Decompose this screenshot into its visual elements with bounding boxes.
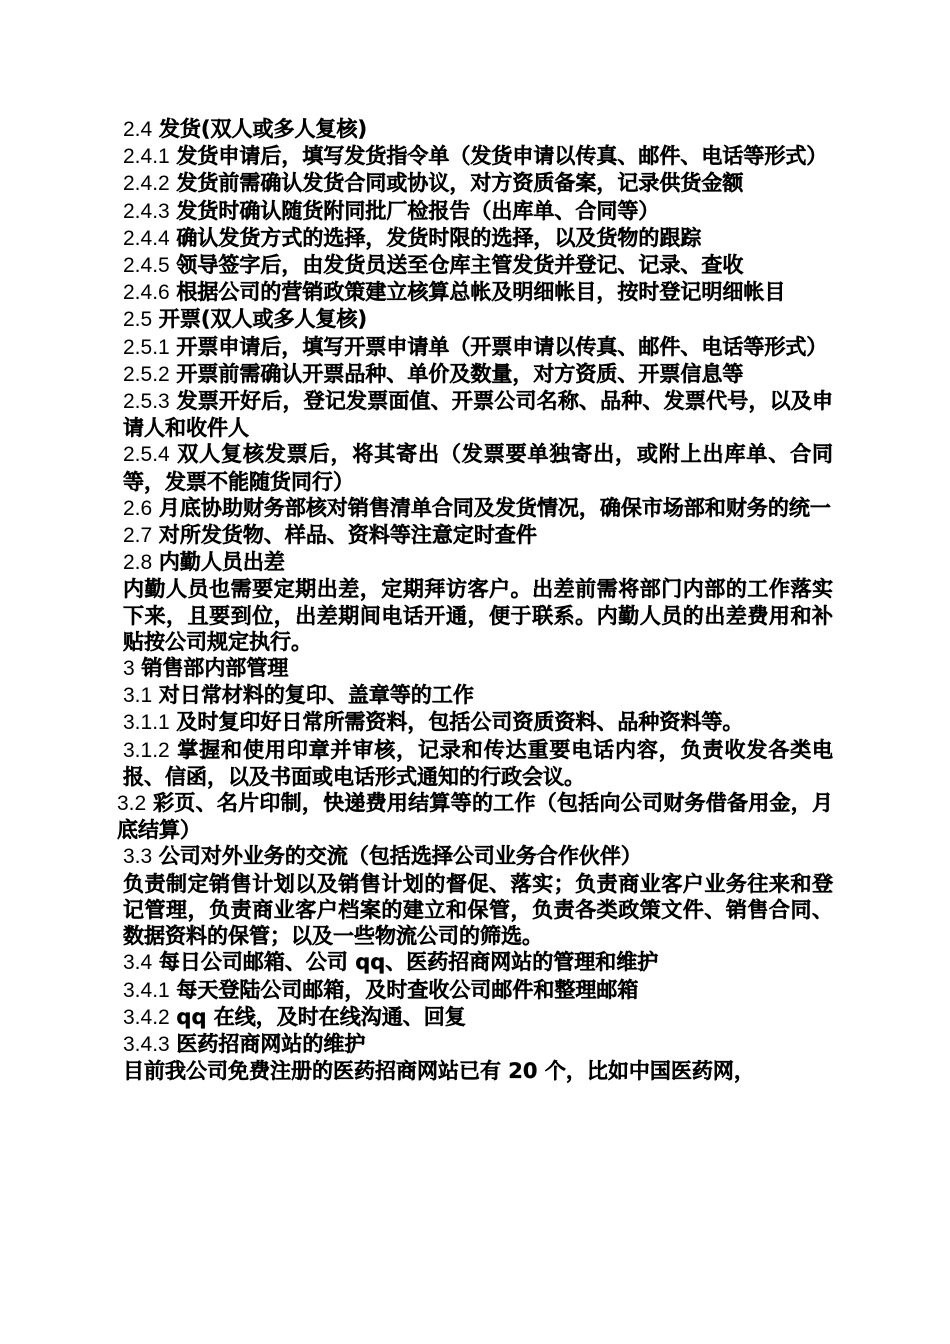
paragraph-text: 领导签字后，由发货员送至仓库主管发货并登记、记录、查收 <box>176 253 744 278</box>
paragraph-text: 内勤人员也需要定期出差，定期拜访客户。出差前需将部门内部的工作落实下来，且要到位，出差期间电话开通，便于联系。内勤人员的出差费用和补贴按公司规定执行。 <box>123 577 833 654</box>
paragraph-text: 发票开好后，登记发票面值、开票公司名称、品种、发票代号，以及申请人和收件人 <box>123 389 833 441</box>
section-number: 3.4.1 <box>123 978 170 1002</box>
paragraph-3-1-2 <box>117 737 833 790</box>
paragraph-2-6 <box>117 495 833 522</box>
paragraph-text: 开票(双人或多人复核) <box>158 307 368 332</box>
paragraph-2-4-4 <box>117 225 833 252</box>
section-number: 2.4.3 <box>123 199 170 223</box>
section-number: 2.5.2 <box>123 362 170 386</box>
section-number: 2.4 <box>123 118 153 141</box>
paragraph-text: 医药招商网站的维护 <box>176 1031 366 1056</box>
document-page <box>117 116 833 1084</box>
section-number: 2.5.1 <box>123 335 170 359</box>
paragraph-2-8 <box>117 549 833 576</box>
paragraph-2-5-4 <box>117 441 833 494</box>
paragraph-business-trip-body <box>117 576 833 655</box>
paragraph-2-5-1 <box>117 334 833 361</box>
paragraph-2-4 <box>117 116 833 143</box>
section-number: 2.5 <box>123 308 153 332</box>
section-number: 3.1.1 <box>123 711 170 735</box>
paragraph-text: 月底协助财务部核对销售清单合同及发货情况，确保市场部和财务的统一 <box>158 495 831 520</box>
paragraph-3-1 <box>117 682 833 709</box>
section-number: 2.5.3 <box>123 390 170 414</box>
paragraph-text: 根据公司的营销政策建立核算总帐及明细帐目，按时登记明细帐目 <box>176 280 786 305</box>
paragraph-text: 开票申请后，填写开票申请单（开票申请以传真、邮件、电话等形式） <box>176 334 828 359</box>
section-number: 2.5.4 <box>123 443 170 467</box>
paragraph-text: 公司对外业务的交流（包括选择公司业务合作伙伴） <box>158 844 642 869</box>
paragraph-3 <box>117 655 833 682</box>
section-number: 2.4.5 <box>123 254 170 278</box>
paragraph-text: qq 在线，及时在线沟通、回复 <box>176 1004 466 1029</box>
paragraph-business-exchange-body <box>117 871 833 950</box>
paragraph-3-4-1 <box>117 977 833 1004</box>
paragraph-3-4-2 <box>117 1004 833 1031</box>
section-number: 3 <box>123 657 135 681</box>
paragraph-text: 双人复核发票后，将其寄出（发票要单独寄出，或附上出库单、合同等，发票不能随货同行） <box>123 442 833 494</box>
section-number: 2.4.2 <box>123 172 170 196</box>
section-number: 2.4.4 <box>123 226 170 250</box>
paragraph-text: 对日常材料的复印、盖章等的工作 <box>158 683 474 708</box>
paragraph-website-body <box>117 1058 833 1084</box>
paragraph-2-4-1 <box>117 143 833 170</box>
paragraph-text: 每天登陆公司邮箱，及时查收公司邮件和整理邮箱 <box>176 977 639 1002</box>
paragraph-text: 彩页、名片印制，快递费用结算等的工作（包括向公司财务借备用金，月底结算） <box>117 791 833 843</box>
paragraph-2-5-3 <box>117 388 833 441</box>
paragraph-text: 目前我公司免费注册的医药招商网站已有 20 个，比如中国医药网， <box>123 1059 755 1084</box>
paragraph-3-4 <box>117 949 833 976</box>
section-number: 3.2 <box>117 792 147 816</box>
paragraph-text: 对所发货物、样品、资料等注意定时查件 <box>158 523 537 548</box>
paragraph-text: 发货前需确认发货合同或协议，对方资质备案，记录供货金额 <box>176 171 744 196</box>
paragraph-2-5 <box>117 306 833 333</box>
paragraph-2-4-5 <box>117 252 833 279</box>
paragraph-3-2 <box>117 790 833 843</box>
paragraph-text: 开票前需确认开票品种、单价及数量，对方资质、开票信息等 <box>176 361 744 386</box>
paragraph-3-4-3 <box>117 1031 833 1058</box>
section-number: 2.7 <box>123 524 153 548</box>
paragraph-text: 负责制定销售计划以及销售计划的督促、落实；负责商业客户业务往来和登记管理，负责商业客户档案的建立和保管，负责各类政策文件、销售合同、数据资料的保管；以及一些物流公司的筛选。 <box>123 871 833 949</box>
section-number: 3.4 <box>123 951 153 975</box>
section-number: 3.4.3 <box>123 1032 170 1056</box>
paragraph-2-7 <box>117 522 833 549</box>
paragraph-text: 掌握和使用印章并审核，记录和传达重要电话内容，负责收发各类电报、信函，以及书面或电话形式通知的行政会议。 <box>123 737 833 789</box>
paragraph-2-4-6 <box>117 279 833 306</box>
paragraph-text: 及时复印好日常所需资料，包括公司资质资料、品种资料等。 <box>176 710 744 735</box>
paragraph-2-4-2 <box>117 170 833 197</box>
paragraph-2-4-3 <box>117 198 833 225</box>
section-number: 2.6 <box>123 496 153 520</box>
paragraph-text: 确认发货方式的选择，发货时限的选择，以及货物的跟踪 <box>176 225 702 250</box>
paragraph-2-5-2 <box>117 361 833 388</box>
paragraph-3-3 <box>117 843 833 870</box>
paragraph-text: 发货时确认随货附同批厂检报告（出库单、合同等） <box>176 198 660 223</box>
paragraph-text: 发货(双人或多人复核) <box>158 117 368 141</box>
paragraph-text: 发货申请后，填写发货指令单（发货申请以传真、邮件、电话等形式） <box>176 144 828 169</box>
section-number: 3.1 <box>123 684 153 708</box>
section-number: 2.8 <box>123 551 153 575</box>
paragraph-text: 每日公司邮箱、公司 qq、医药招商网站的管理和维护 <box>158 950 659 975</box>
paragraph-text: 内勤人员出差 <box>158 550 285 575</box>
section-number: 2.4.6 <box>123 281 170 305</box>
section-number: 3.3 <box>123 845 153 869</box>
section-number: 3.4.2 <box>123 1005 170 1029</box>
section-number: 3.1.2 <box>123 738 170 762</box>
section-number: 2.4.1 <box>123 145 170 169</box>
paragraph-3-1-1 <box>117 709 833 736</box>
paragraph-text: 销售部内部管理 <box>141 656 289 681</box>
